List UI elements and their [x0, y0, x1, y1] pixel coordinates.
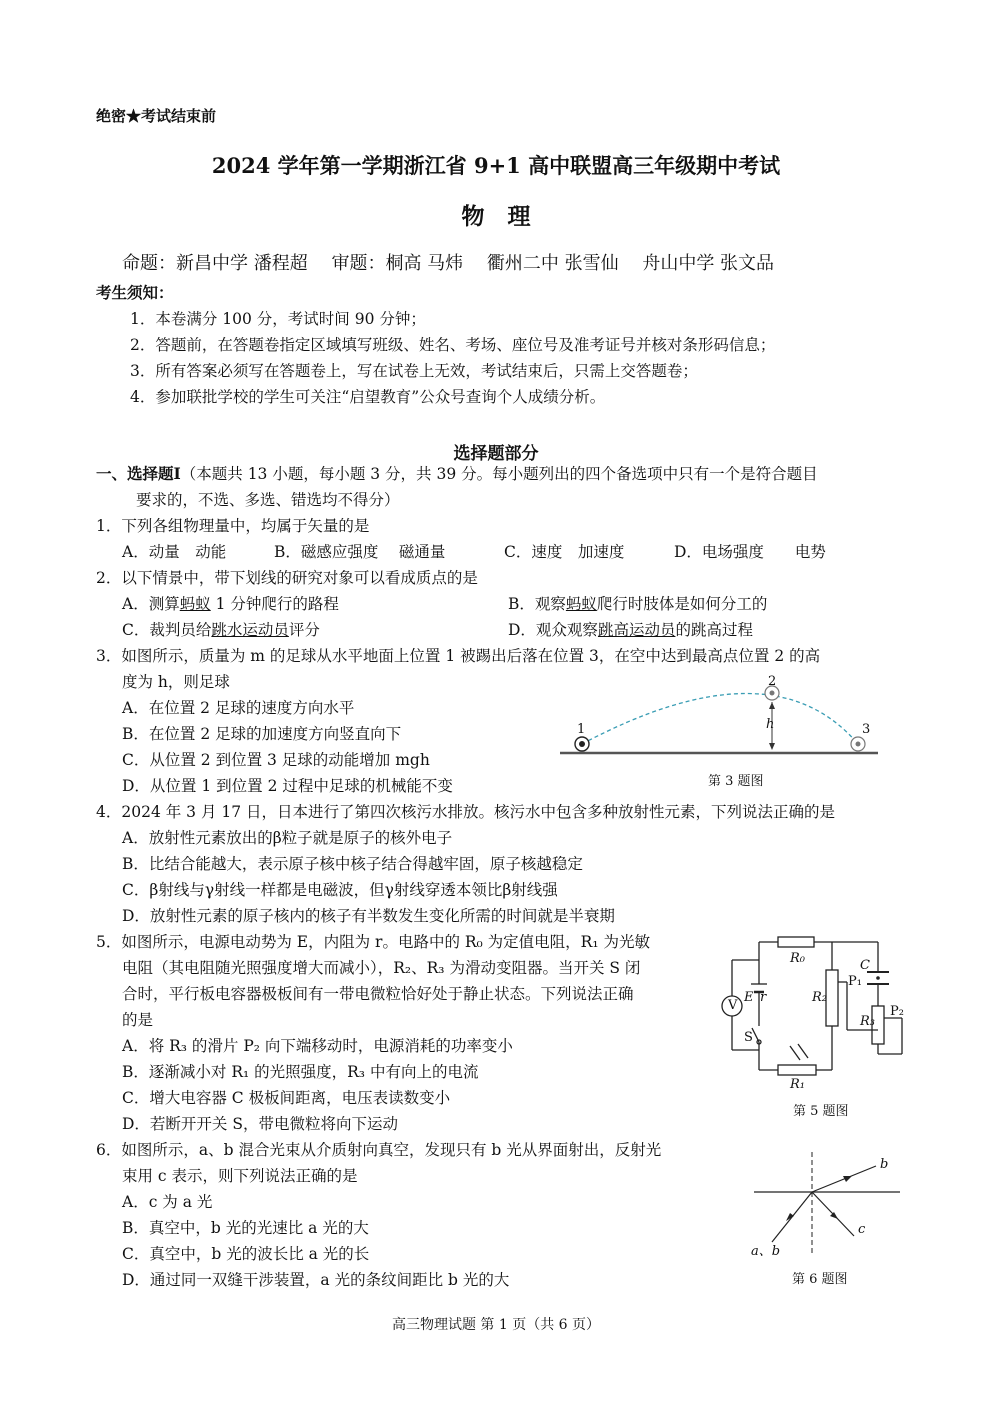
q6-option-b: B．真空中，b 光的光速比 a 光的大 [122, 1219, 369, 1237]
q5-circuit-figure [712, 930, 912, 1080]
q1-option-d: D．电场强度 电势 [674, 543, 826, 561]
q3-option-c: C．从位置 2 到位置 3 足球的动能增加 mgh [122, 751, 430, 769]
q4-option-a: A．放射性元素放出的β粒子就是原子的核外电子 [122, 829, 453, 847]
section-heading: 一、选择题Ⅰ（本题共 13 小题，每小题 3 分，共 39 分。每小题列出的四个备选项中只有一个是符合题目 [96, 464, 818, 483]
q2-option-a: A．测算蚂蚁 1 分钟爬行的路程 [122, 595, 339, 613]
q5-stem-cont: 合时，平行板电容器极板间有一带电微粒恰好处于静止状态。下列说法正确 [122, 985, 634, 1003]
q3-stem-cont: 度为 h，则足球 [122, 673, 230, 691]
q3-label-h: h [766, 717, 775, 732]
q3-label-3: 3 [862, 722, 871, 737]
q5-label-c: C [860, 958, 870, 973]
height-arrow-top [769, 702, 775, 709]
charged-particle [876, 976, 880, 980]
q5-label-r3: R₃ [860, 1014, 875, 1029]
notice-item: 3．所有答案必须写在答题卷上，写在试卷上无效，考试结束后，只需上交答题卷； [130, 362, 698, 380]
q6-option-d: D．通过同一双缝干涉装置，a 光的条纹间距比 b 光的大 [122, 1271, 510, 1289]
q5-stem: 5．如图所示，电源电动势为 E，内阻为 r。电路中的 R₀ 为定值电阻，R₁ 为光敏 [96, 933, 650, 951]
secret-label: 绝密★考试结束前 [96, 107, 217, 125]
q5-label-s: S [744, 1030, 753, 1045]
trajectory-path [582, 694, 858, 745]
subject-title: 物 理 [461, 203, 531, 230]
resistor-r0 [778, 937, 814, 947]
q6-stem: 6．如图所示，a、b 混合光束从介质射向真空，发现只有 b 光从界面射出，反射光 [96, 1141, 662, 1159]
refracted-ray-b [812, 1166, 876, 1192]
q3-option-b: B．在位置 2 足球的加速度方向竖直向下 [122, 725, 402, 743]
notice-heading: 考生须知： [96, 283, 174, 302]
q3-option-a: A．在位置 2 足球的速度方向水平 [122, 699, 355, 717]
height-arrow-bottom [769, 743, 775, 750]
q5-option-c: C．增大电容器 C 极板间距离，电压表读数变小 [122, 1089, 451, 1107]
q6-figure-caption: 第 6 题图 [792, 1272, 848, 1287]
q5-label-r0: R₀ [790, 951, 805, 966]
q4-stem: 4．2024 年 3 月 17 日，日本进行了第四次核污水排放。核污水中包含多种放射性元素，下列说法正确的是 [96, 803, 836, 821]
q3-figure-caption: 第 3 题图 [708, 774, 764, 789]
q5-stem-cont: 电阻（其电阻随光照强度增大而减小），R₂、R₃ 为滑动变阻器。当开关 S 闭 [122, 959, 641, 977]
q5-label-r: r [760, 990, 767, 1005]
football-patch [770, 691, 775, 696]
section-title: 选择题部分 [453, 444, 539, 464]
q5-option-a: A．将 R₃ 的滑片 P₂ 向下端移动时，电源消耗的功率变小 [122, 1037, 513, 1055]
light-arrow [798, 1044, 808, 1058]
reflected-arrow [830, 1212, 838, 1219]
resistor-r1 [778, 1065, 816, 1075]
q3-label-2: 2 [768, 674, 777, 689]
page-footer: 高三物理试题 第 1 页（共 6 页） [391, 1317, 601, 1333]
q2-option-c: C．裁判员给跳水运动员评分 [122, 621, 320, 639]
notice-item: 4．参加联批学校的学生可关注“启望教育”公众号查询个人成绩分析。 [130, 388, 606, 406]
q5-label-r1: R₁ [790, 1077, 805, 1092]
q4-option-d: D．放射性元素的原子核内的核子有半数发生变化所需的时间就是半衰期 [122, 907, 615, 925]
q6-stem-cont: 束用 c 表示，则下列说法正确的是 [122, 1167, 358, 1185]
q6-label-c: c [858, 1222, 866, 1237]
resistor-r2 [826, 970, 838, 1026]
notice-item: 1．本卷满分 100 分，考试时间 90 分钟； [130, 310, 426, 328]
q2-option-b: B．观察蚂蚁爬行时肢体是如何分工的 [508, 595, 768, 613]
q5-label-e: E [744, 990, 754, 1005]
q6-label-ab: a、b [751, 1244, 781, 1259]
q5-option-b: B．逐渐减小对 R₁ 的光照强度，R₃ 中有向上的电流 [122, 1063, 479, 1081]
q4-option-b: B．比结合能越大，表示原子核中核子结合得越牢固，原子核越稳定 [122, 855, 583, 873]
football-patch [579, 741, 585, 747]
q5-label-v: V [728, 998, 738, 1013]
q1-option-a: A．动量 动能 [122, 543, 227, 561]
q4-option-c: C．β射线与γ射线一样都是电磁波，但γ射线穿透本领比β射线强 [122, 881, 558, 899]
q5-label-p1: P₁ [848, 974, 862, 989]
q5-stem-cont: 的是 [122, 1011, 154, 1029]
q3-option-d: D．从位置 1 到位置 2 过程中足球的机械能不变 [122, 777, 453, 795]
notice-item: 2．答题前，在答题卷指定区域填写班级、姓名、考场、座位号及准考证号并核对条形码信息； [130, 336, 776, 354]
light-arrow [790, 1046, 800, 1060]
q2-stem: 2．以下情景中，带下划线的研究对象可以看成质点的是 [96, 569, 478, 587]
q6-option-a: A．c 为 a 光 [122, 1193, 213, 1211]
q1-stem: 1．下列各组物理量中，均属于矢量的是 [96, 517, 370, 535]
q5-label-p2: P₂ [890, 1004, 904, 1019]
q3-stem: 3．如图所示，质量为 m 的足球从水平地面上位置 1 被踢出后落在位置 3，在空中达到最高点位置 2 的高 [96, 647, 821, 665]
q2-option-d: D．观众观察跳高运动员的跳高过程 [508, 621, 753, 639]
q1-option-c: C．速度 加速度 [504, 543, 625, 561]
football-patch [856, 742, 861, 747]
q6-label-b: b [880, 1157, 889, 1172]
q6-option-c: C．真空中，b 光的波长比 a 光的长 [122, 1245, 370, 1263]
q5-figure-caption: 第 5 题图 [793, 1104, 849, 1119]
q3-label-1: 1 [577, 722, 586, 737]
q5-label-r2: R₂ [812, 990, 827, 1005]
q1-option-b: B．磁感应强度 磁通量 [274, 543, 446, 561]
section-heading-cont: 要求的，不选、多选、错选均不得分） [136, 491, 400, 509]
authors-line: 命题：新昌中学 潘程超 审题：桐高 马炜 衢州二中 张雪仙 舟山中学 张文品 [122, 253, 775, 274]
exam-title: 2024 学年第一学期浙江省 9+1 高中联盟高三年级期中考试 [211, 153, 781, 178]
q5-option-d: D．若断开开关 S，带电微粒将向下运动 [122, 1115, 398, 1133]
